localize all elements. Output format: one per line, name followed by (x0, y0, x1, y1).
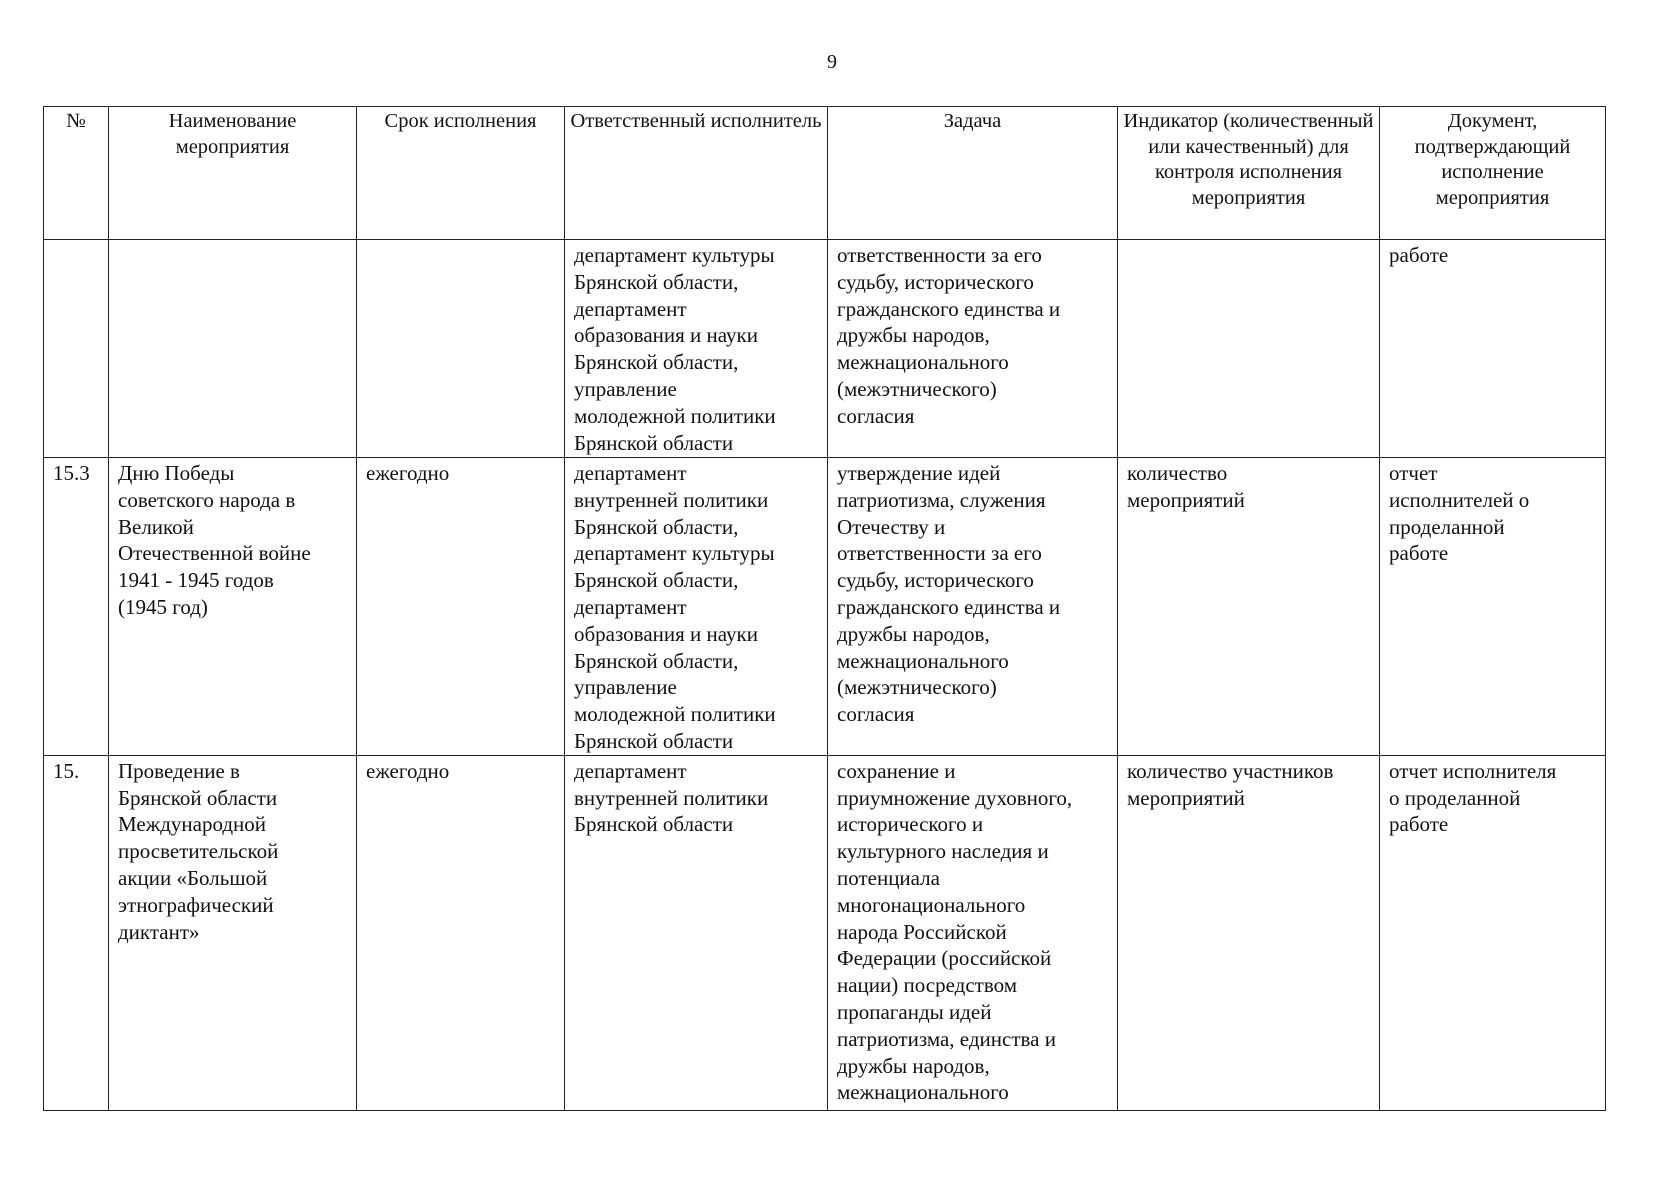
cell-indicator: количество мероприятий (1118, 458, 1380, 756)
cell-number: 15. (44, 755, 109, 1110)
cell-deadline (357, 240, 565, 458)
header-executor: Ответственный исполнитель (565, 107, 828, 240)
cell-executor: департамент культуры Брянской области, департамент образования и науки Брянской области, управление молодежной политики Брянской области (565, 240, 828, 458)
cell-document: отчет исполнителей о проделанной работе (1380, 458, 1606, 756)
cell-event-name: Проведение в Брянской области Международной просветительской акции «Большой этнографический диктант» (109, 755, 357, 1110)
cell-deadline: ежегодно (357, 458, 565, 756)
table-row (44, 755, 1606, 1110)
cell-document: отчет исполнителя о проделанной работе (1380, 755, 1606, 1110)
header-number: № (44, 107, 109, 240)
table-row (44, 240, 1606, 458)
cell-task: сохранение и приумножение духовного, исторического и культурного наследия и потенциала многонационального народа Российской Федерации (российской нации) посредством пропаганды идей патриотизма, единства и дружбы народов, межнационального (828, 755, 1118, 1110)
cell-event-name (109, 240, 357, 458)
plan-table (43, 106, 1606, 1111)
header-event-name: Наименование мероприятия (109, 107, 357, 240)
cell-indicator (1118, 240, 1380, 458)
header-indicator: Индикатор (количественный или качественный) для контроля исполнения мероприятия (1118, 107, 1380, 240)
cell-document: работе (1380, 240, 1606, 458)
cell-indicator: количество участников мероприятий (1118, 755, 1380, 1110)
header-task: Задача (828, 107, 1118, 240)
table-row (44, 458, 1606, 756)
header-document: Документ, подтверждающий исполнение мероприятия (1380, 107, 1606, 240)
cell-number (44, 240, 109, 458)
cell-task: утверждение идей патриотизма, служения Отечеству и ответственности за его судьбу, исторического гражданского единства и дружбы народов, межнационального (межэтнического) согласия (828, 458, 1118, 756)
cell-event-name: Дню Победы советского народа в Великой Отечественной войне 1941 - 1945 годов (1945 год) (109, 458, 357, 756)
header-deadline: Срок исполнения (357, 107, 565, 240)
cell-deadline: ежегодно (357, 755, 565, 1110)
table-header-row (44, 107, 1606, 240)
page-number: 9 (827, 51, 837, 73)
cell-number: 15.3 (44, 458, 109, 756)
cell-task: ответственности за его судьбу, исторического гражданского единства и дружбы народов, межнационального (межэтнического) согласия (828, 240, 1118, 458)
cell-executor: департамент внутренней политики Брянской области, департамент культуры Брянской области, департамент образования и науки Брянской области, управление молодежной политики Брянской области (565, 458, 828, 756)
cell-executor: департамент внутренней политики Брянской области (565, 755, 828, 1110)
